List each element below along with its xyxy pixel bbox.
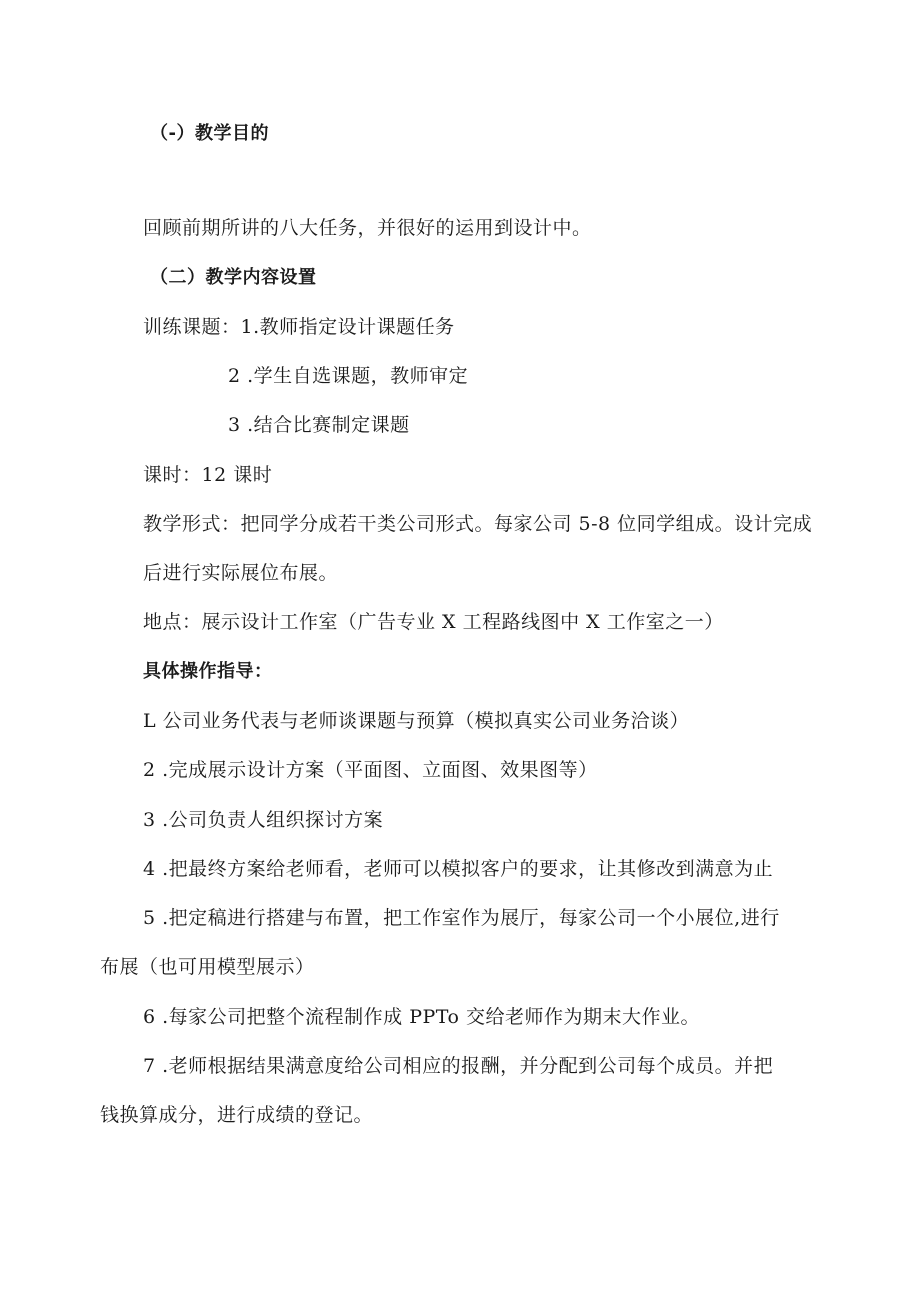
guide-step-7-line-1: 7 .老师根据结果满意度给公司相应的报酬，并分配到公司每个成员。并把	[143, 1055, 774, 1077]
topic-item-2: 2 .学生自选课题，教师审定	[228, 365, 469, 387]
guide-step-5-line-2: 布展（也可用模型展示）	[100, 956, 315, 978]
class-hours: 课时：12 课时	[143, 464, 273, 486]
location: 地点：展示设计工作室（广告专业 X 工程路线图中 X 工作室之一）	[143, 611, 724, 633]
teaching-form-line-2: 后进行实际展位布展。	[143, 562, 339, 584]
topic-item-3: 3 .结合比赛制定课题	[228, 414, 410, 436]
teaching-form-line-1: 教学形式：把同学分成若干类公司形式。每家公司 5-8 位同学组成。设计完成	[143, 513, 813, 535]
guide-step-3: 3 .公司负责人组织探讨方案	[143, 809, 384, 831]
guide-step-5-line-1: 5 .把定稿进行搭建与布置，把工作室作为展厅，每家公司一个小展位,进行	[143, 907, 780, 929]
training-topics: 训练课题：1.教师指定设计课题任务	[143, 316, 455, 338]
purpose-text: 回顾前期所讲的八大任务，并很好的运用到设计中。	[143, 217, 592, 239]
heading-teaching-purpose: （-）教学目的	[150, 123, 269, 144]
guide-step-7-line-2: 钱换算成分，进行成绩的登记。	[100, 1104, 374, 1126]
guide-step-6: 6 .每家公司把整个流程制作成 PPTo 交给老师作为期末大作业。	[143, 1006, 700, 1028]
guide-step-1: L 公司业务代表与老师谈课题与预算（模拟真实公司业务洽谈）	[143, 710, 690, 732]
guide-step-4: 4 .把最终方案给老师看，老师可以模拟客户的要求，让其修改到满意为止	[143, 858, 774, 880]
heading-operation-guide: 具体操作指导：	[143, 661, 273, 682]
guide-step-2: 2 .完成展示设计方案（平面图、立面图、效果图等）	[143, 759, 598, 781]
heading-content-setup: （二）教学内容设置	[150, 267, 317, 288]
